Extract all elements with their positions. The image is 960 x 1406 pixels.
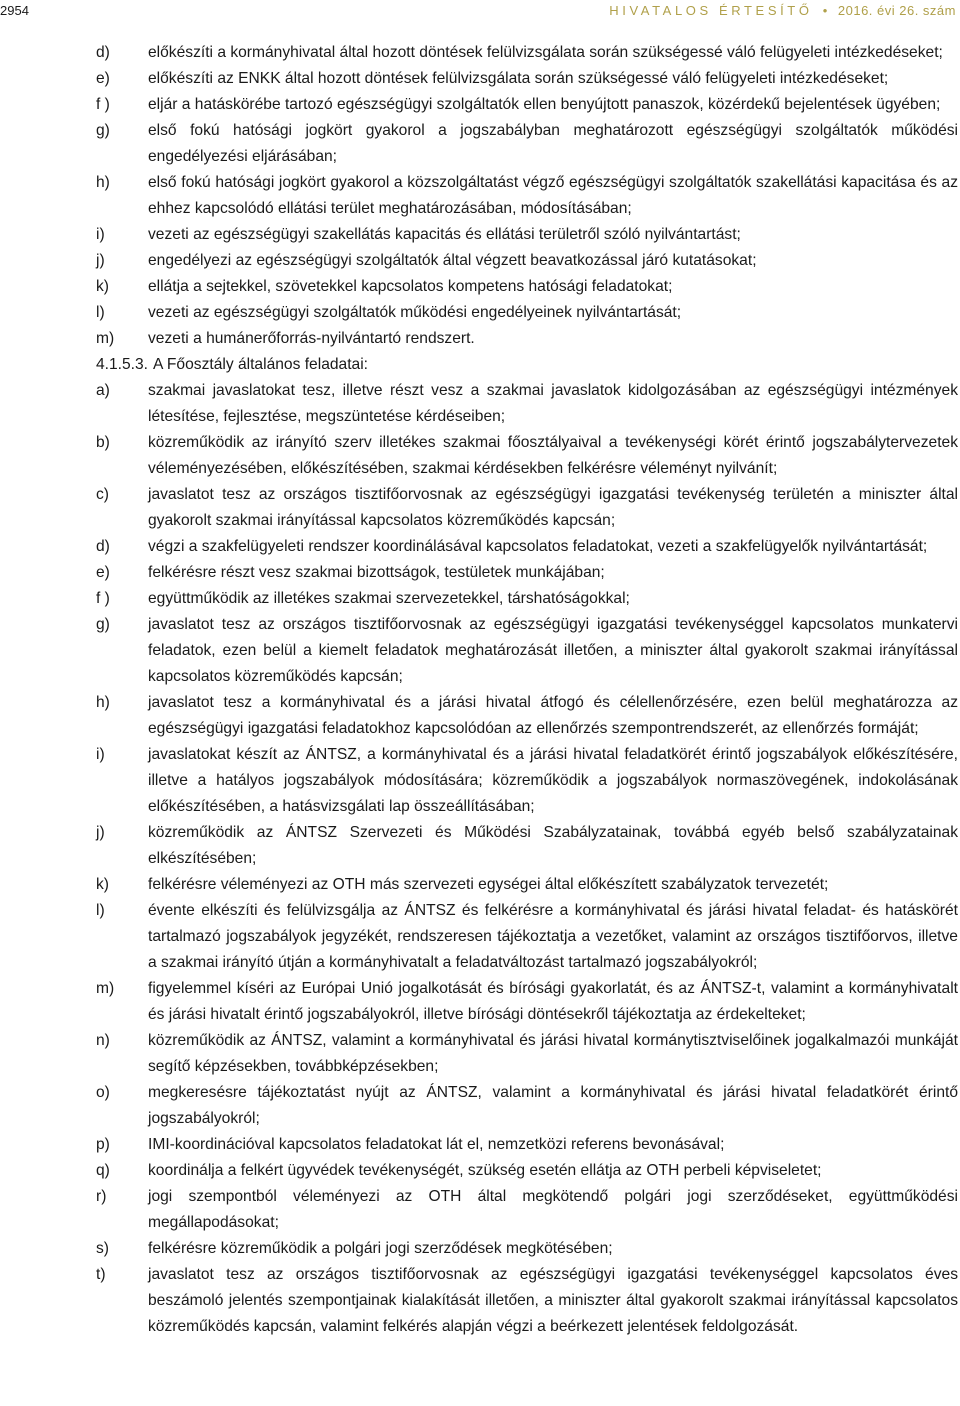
page-header [0, 0, 960, 22]
list-item-text: IMI-koordinációval kapcsolatos feladatokat lát el, nemzetközi referens bevonásával; [148, 1136, 725, 1153]
list-item-text: első fokú hatósági jogkört gyakorol a jogszabályban meghatározott egészségügyi szolgáltatók működési engedélyezési eljárásában; [148, 122, 958, 165]
list-item [96, 1080, 958, 1132]
list-item-marker: h) [96, 694, 110, 711]
list-item-marker: i) [96, 226, 105, 243]
list-item-text: felkérésre részt vesz szakmai bizottságok, testületek munkájában; [148, 564, 605, 581]
list-item [96, 482, 958, 534]
list-item-text: vezeti az egészségügyi szakellátás kapacitás és ellátási területről szóló nyilvántartást; [148, 226, 741, 243]
list-item-marker: a) [96, 382, 110, 399]
section-heading [96, 352, 958, 378]
list-item-marker: e) [96, 564, 110, 581]
list-item-marker: j) [96, 824, 105, 841]
list-item [96, 300, 958, 326]
list-item-marker: k) [96, 278, 109, 295]
list-item [96, 1262, 958, 1340]
list-item [96, 1236, 958, 1262]
issue-label: 2016. évi 26. szám [837, 3, 956, 18]
list-item [96, 1184, 958, 1236]
list-item-text: végzi a szakfelügyeleti rendszer koordinálásával kapcsolatos feladatokat, vezeti a szakfelügyelők nyilvántartását; [148, 538, 928, 555]
list-item-text: engedélyezi az egészségügyi szolgáltatók által végzett beavatkozással járó kutatásokat; [148, 252, 757, 269]
list-item-marker: f ) [96, 590, 110, 607]
list-item-text: jogi szempontból véleményezi az OTH által megkötendő polgári jogi szerződéseket, együttműködési megállapodásokat; [148, 1188, 958, 1231]
list-item [96, 1158, 958, 1184]
list-item [96, 560, 958, 586]
list-item-text: közreműködik az ÁNTSZ, valamint a kormányhivatal és járási hivatal kormánytisztviselőinek jogalkalmazói munkáját segítő képzésekben, továbbképzésekben; [148, 1032, 958, 1075]
list-item [96, 40, 958, 66]
page-number: 2954 [0, 3, 29, 18]
journal-title: HIVATALOS ÉRTESÍTŐ [609, 3, 813, 18]
list-item-text: első fokú hatósági jogkört gyakorol a közszolgáltatást végző egészségügyi szolgáltatók szakellátási kapacitása és az ehhez kapcsolódó ellátási terület meghatározásában, módosításában; [148, 174, 958, 217]
list-item-text: előkészíti a kormányhivatal által hozott döntések felülvizsgálata során szükségessé váló felügyeleti intézkedéseket; [148, 44, 943, 61]
list-item [96, 898, 958, 976]
list-item [96, 430, 958, 482]
list-item-marker: r) [96, 1188, 107, 1205]
list-item-text: vezeti a humánerőforrás-nyilvántartó rendszert. [148, 330, 475, 347]
list-item [96, 118, 958, 170]
list-item-marker: d) [96, 44, 110, 61]
list-item-marker: s) [96, 1240, 109, 1257]
list-item-marker: e) [96, 70, 110, 87]
list-item-text: javaslatot tesz az országos tisztifőorvosnak az egészségügyi igazgatási tevékenységgel kapcsolatos éves beszámoló jelentés szempontjainak kialakítását illetően, a miniszter által gyakorolt szakmai irányítással kapcsolatos közreműködés kapcsán, valamint felkérés alapján végzi a beérkezett jelentések feldolgozását. [148, 1266, 958, 1335]
list-item [96, 820, 958, 872]
list-item-marker: j) [96, 252, 105, 269]
list-item [96, 92, 958, 118]
list-item-text: közreműködik az irányító szerv illetékes szakmai főosztályaival a tevékenységi körét érintő jogszabálytervezetek véleményezésében, előkészítésében, szakmai kérdésekben felkérésre véleményt nyilvánít; [148, 434, 958, 477]
list-item-text: előkészíti az ENKK által hozott döntések felülvizsgálata során szükségessé váló felügyeleti intézkedéseket; [148, 70, 889, 87]
general-tasks-list [96, 378, 958, 1340]
list-item [96, 872, 958, 898]
list-item [96, 690, 958, 742]
list-item [96, 1132, 958, 1158]
list-item-marker: n) [96, 1032, 110, 1049]
list-item-text: megkeresésre tájékoztatást nyújt az ÁNTSZ, valamint a kormányhivatal és járási hivatal feladatkörét érintő jogszabályokról; [148, 1084, 958, 1127]
list-item [96, 742, 958, 820]
list-item [96, 378, 958, 430]
list-item-marker: b) [96, 434, 110, 451]
list-item-text: vezeti az egészségügyi szolgáltatók működési engedélyeinek nyilvántartását; [148, 304, 682, 321]
list-item [96, 222, 958, 248]
list-item-marker: h) [96, 174, 110, 191]
list-item-marker: k) [96, 876, 109, 893]
list-item-marker: g) [96, 122, 110, 139]
list-item-text: együttműködik az illetékes szakmai szervezetekkel, társhatóságokkal; [148, 590, 630, 607]
list-item [96, 326, 958, 352]
section-number: 4.1.5.3. [96, 356, 149, 373]
list-item-text: eljár a hatáskörébe tartozó egészségügyi szolgáltatók ellen benyújtott panaszok, közérdekű bejelentések ügyében; [148, 96, 941, 113]
list-item [96, 248, 958, 274]
duties-list [96, 40, 958, 352]
list-item-text: szakmai javaslatokat tesz, illetve részt vesz a szakmai javaslatok kidolgozásában az egészségügyi intézmények létesítése, fejlesztése, megszüntetése kérdéseiben; [148, 382, 958, 425]
list-item [96, 534, 958, 560]
list-item [96, 976, 958, 1028]
list-item-text: javaslatot tesz az országos tisztifőorvosnak az egészségügyi igazgatási tevékenység területén a miniszter által gyakorolt szakmai irányítással kapcsolatos közreműködés kapcsán; [148, 486, 958, 529]
list-item-marker: m) [96, 330, 115, 347]
list-item-text: javaslatot tesz a kormányhivatal és a járási hivatal átfogó és célellenőrzésére, ezen belül meghatározza az egészségügyi igazgatási feladatokhoz kapcsolódóan az ellenőrzés szempontrendszerét, az ellenőrzés formáját; [148, 694, 958, 737]
list-item-marker: o) [96, 1084, 110, 1101]
list-item-marker: t) [96, 1266, 106, 1283]
separator-bullet: • [822, 3, 828, 18]
list-item-marker: l) [96, 304, 105, 321]
list-item [96, 66, 958, 92]
list-item-text: figyelemmel kíséri az Európai Unió jogalkotását és bírósági gyakorlatát, és az ÁNTSZ-t, valamint a kormányhivatalt és járási hivatalt érintő jogszabályokról, illetve bírósági döntésekről tájékoztatja az érdekelteket; [148, 980, 958, 1023]
list-item [96, 586, 958, 612]
list-item-marker: f ) [96, 96, 110, 113]
list-item-text: javaslatot tesz az országos tisztifőorvosnak az egészségügyi igazgatási tevékenységgel kapcsolatos munkatervi feladatok, ezen belül a kiemelt feladatok meghatározását illetően, a miniszter által gyakorolt szakmai irányítással kapcsolatos közreműködés kapcsán; [148, 616, 958, 685]
list-item-marker: q) [96, 1162, 110, 1179]
list-item-marker: m) [96, 980, 115, 997]
list-item [96, 170, 958, 222]
list-item-marker: g) [96, 616, 110, 633]
list-item-text: javaslatokat készít az ÁNTSZ, a kormányhivatal és a járási hivatal feladatkörét érintő jogszabályok előkészítésére, illetve a hatályos jogszabályok módosítására; közreműködik a jogszabályok normaszövegének, indokolásának előkészítésében, a hatásvizsgálati lap összeállításában; [148, 746, 958, 815]
list-item [96, 1028, 958, 1080]
list-item [96, 612, 958, 690]
list-item-marker: p) [96, 1136, 110, 1153]
list-item-marker: l) [96, 902, 105, 919]
list-item-marker: d) [96, 538, 110, 555]
running-head [609, 3, 956, 19]
list-item-text: felkérésre közreműködik a polgári jogi szerződések megkötésében; [148, 1240, 613, 1257]
list-item-marker: i) [96, 746, 105, 763]
list-item-text: közreműködik az ÁNTSZ Szervezeti és Működési Szabályzatainak, továbbá egyéb belső szabályzatainak elkészítésében; [148, 824, 958, 867]
document-body [96, 40, 958, 1340]
section-title: A Főosztály általános feladatai: [153, 356, 369, 373]
list-item [96, 274, 958, 300]
list-item-text: ellátja a sejtekkel, szövetekkel kapcsolatos kompetens hatósági feladatokat; [148, 278, 673, 295]
list-item-text: felkérésre véleményezi az OTH más szervezeti egységei által előkészített szabályzatok tervezetét; [148, 876, 829, 893]
list-item-text: koordinálja a felkért ügyvédek tevékenységét, szükség esetén ellátja az OTH perbeli képviseletet; [148, 1162, 822, 1179]
list-item-marker: c) [96, 486, 109, 503]
list-item-text: évente elkészíti és felülvizsgálja az ÁNTSZ és felkérésre a kormányhivatal és járási hivatal feladat- és hatáskörét tartalmazó jogszabályok jegyzékét, rendszeresen tájékoztatja a vezetőket, valamint az országos tisztifőorvos, illetve a szakmai irányító útján a kormányhivatalt a feladatváltozást tartalmazó jogszabályokról; [148, 902, 958, 971]
